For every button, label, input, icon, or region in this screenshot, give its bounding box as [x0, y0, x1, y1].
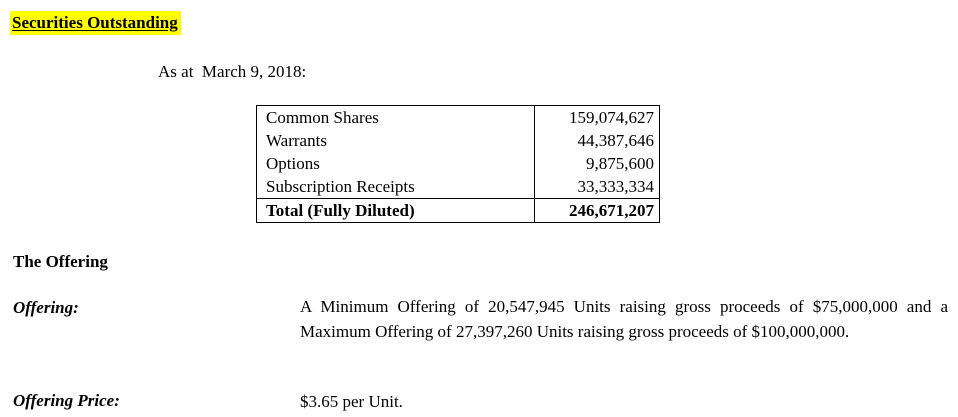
- as-at-date: As at March 9, 2018:: [158, 62, 307, 81]
- offering-price-label: Offering Price:: [13, 391, 120, 410]
- security-value: 159,074,627: [535, 106, 660, 130]
- security-label: Options: [257, 152, 535, 175]
- table-row: [257, 129, 660, 152]
- total-row: [257, 199, 660, 223]
- offering-term-text: A Minimum Offering of 20,547,945 Units raising gross proceeds of $75,000,000 and a Maximum Offering of 27,397,260 Units raising gross proceeds of $100,000,000.: [300, 297, 948, 341]
- securities-table: [256, 105, 660, 223]
- offering-term-label: Offering:: [13, 298, 79, 317]
- table-row: [257, 106, 660, 130]
- total-value: 246,671,207: [535, 199, 660, 223]
- table-row: [257, 175, 660, 199]
- security-value: 9,875,600: [535, 152, 660, 175]
- security-label: Common Shares: [257, 106, 535, 130]
- table-row: [257, 152, 660, 175]
- offering-price-text: $3.65 per Unit.: [300, 392, 403, 411]
- security-label: Subscription Receipts: [257, 175, 535, 199]
- securities-outstanding-heading: Securities Outstanding: [10, 11, 181, 35]
- total-label: Total (Fully Diluted): [257, 199, 535, 223]
- offering-heading: The Offering: [13, 252, 108, 271]
- security-value: 33,333,334: [535, 175, 660, 199]
- security-value: 44,387,646: [535, 129, 660, 152]
- security-label: Warrants: [257, 129, 535, 152]
